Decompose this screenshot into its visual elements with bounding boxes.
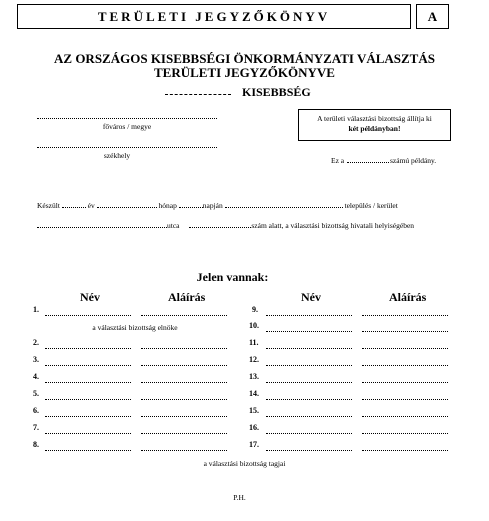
instruction-box [298,109,451,141]
member-signature-field[interactable] [141,433,227,434]
member-row-10 [249,321,459,335]
left-col-name-header: Név [80,290,100,304]
member-name-field[interactable] [266,348,352,349]
member-number: 15. [249,406,259,415]
member-signature-field[interactable] [362,348,448,349]
right-col-signature-header: Aláírás [389,290,427,304]
member-signature-field[interactable] [141,382,227,383]
day-label: napján [202,201,223,210]
member-signature-field[interactable] [362,399,448,400]
member-name-field[interactable] [45,399,131,400]
form-title-box [17,4,411,29]
member-row-15 [249,406,459,420]
member-signature-field[interactable] [141,365,227,366]
member-signature-field[interactable] [362,382,448,383]
form-letter: A [427,8,438,24]
member-signature-field[interactable] [362,365,448,366]
member-row-14 [249,389,459,403]
member-number: 12. [249,355,259,364]
copy-number-field[interactable] [347,162,389,163]
address-line [37,221,414,230]
member-name-field[interactable] [45,450,131,451]
member-signature-field[interactable] [141,348,227,349]
member-number: 9. [252,305,258,314]
seat-label: székhely [103,151,131,160]
member-signature-field[interactable] [362,315,448,316]
member-row-7 [33,423,233,437]
seat-field[interactable] [37,147,217,148]
member-number: 7. [33,423,39,432]
member-signature-field[interactable] [362,416,448,417]
member-row-4 [33,372,233,386]
month-label: hónap [158,201,177,210]
member-number: 2. [33,338,39,347]
instruction-line1: A területi választási bizottság állítja ki [317,114,432,123]
member-name-field[interactable] [266,399,352,400]
form-title: TERÜLETI JEGYZŐKÖNYV [97,8,331,24]
minority-name-field[interactable] [165,94,231,95]
right-col-name-header: Név [301,290,321,304]
form-letter-box [416,4,449,29]
stamp-label: P.H. [233,493,246,502]
member-number: 16. [249,423,259,432]
present-title: Jelen vannak: [196,270,269,284]
year-label: év [87,201,95,210]
member-row-17 [249,440,459,454]
member-row-9 [252,305,462,319]
instruction-emphasis: két példányban [348,124,398,133]
member-signature-field[interactable] [362,331,448,332]
member-number: 1. [33,305,39,314]
member-row-13 [249,372,459,386]
member-name-field[interactable] [266,450,352,451]
members-label: a választási bizottság tagjai [203,459,286,468]
member-row-12 [249,355,459,369]
member-row-2 [33,338,233,352]
minority-label: KISEBBSÉG [242,85,311,99]
member-signature-field[interactable] [141,315,227,316]
day-field[interactable] [179,207,203,208]
member-row-16 [249,423,459,437]
member-signature-field[interactable] [141,416,227,417]
member-signature-field[interactable] [362,450,448,451]
instruction-exclaim: ! [397,124,401,133]
member-number: 4. [33,372,39,381]
member-row-1 [33,305,233,319]
house-number-field[interactable] [189,227,251,228]
instruction-line2 [299,124,450,134]
made-label: Készült [37,201,60,210]
made-line [37,201,398,210]
member-number: 11. [249,338,259,347]
member-signature-field[interactable] [141,450,227,451]
street-field[interactable] [37,227,167,228]
member-number: 8. [33,440,39,449]
member-number: 5. [33,389,39,398]
member-row-3 [33,355,233,369]
member-name-field[interactable] [45,348,131,349]
settlement-field[interactable] [225,207,343,208]
member-name-field[interactable] [266,331,352,332]
member-number: 6. [33,406,39,415]
member-number: 17. [249,440,259,449]
member-name-field[interactable] [45,382,131,383]
settlement-label: település / kerület [344,201,398,210]
member-name-field[interactable] [45,433,131,434]
member-row-6 [33,406,233,420]
chair-label: a választási bizottság elnöke [92,323,178,332]
year-field[interactable] [62,207,86,208]
member-number: 14. [249,389,259,398]
member-name-field[interactable] [266,416,352,417]
member-number: 3. [33,355,39,364]
house-number-suffix: szám alatt, a választási bizottság hivatali helyiségében [251,221,415,230]
member-row-8 [33,440,233,454]
copy-number-suffix: számú példány. [390,156,437,165]
member-row-5 [33,389,233,403]
member-name-field[interactable] [45,315,131,316]
main-title-line1: AZ ORSZÁGOS KISEBBSÉGI ÖNKORMÁNYZATI VÁLASZTÁS [54,51,435,66]
member-number: 10. [249,321,259,330]
member-name-field[interactable] [45,416,131,417]
main-title-line2: TERÜLETI JEGYZŐKÖNYVE [154,65,335,80]
member-signature-field[interactable] [362,433,448,434]
copy-number-prefix: Ez a [331,156,345,165]
member-number: 13. [249,372,259,381]
member-signature-field[interactable] [141,399,227,400]
member-name-field[interactable] [45,365,131,366]
copy-number-line [331,156,436,165]
member-name-field[interactable] [266,433,352,434]
member-row-11 [249,338,459,352]
member-name-field[interactable] [266,382,352,383]
month-field[interactable] [97,207,157,208]
capital-county-field[interactable] [37,118,217,119]
member-name-field[interactable] [266,315,352,316]
capital-county-label: főváros / megye [102,122,152,131]
street-label: utca [167,221,180,230]
member-name-field[interactable] [266,365,352,366]
left-col-signature-header: Aláírás [168,290,206,304]
